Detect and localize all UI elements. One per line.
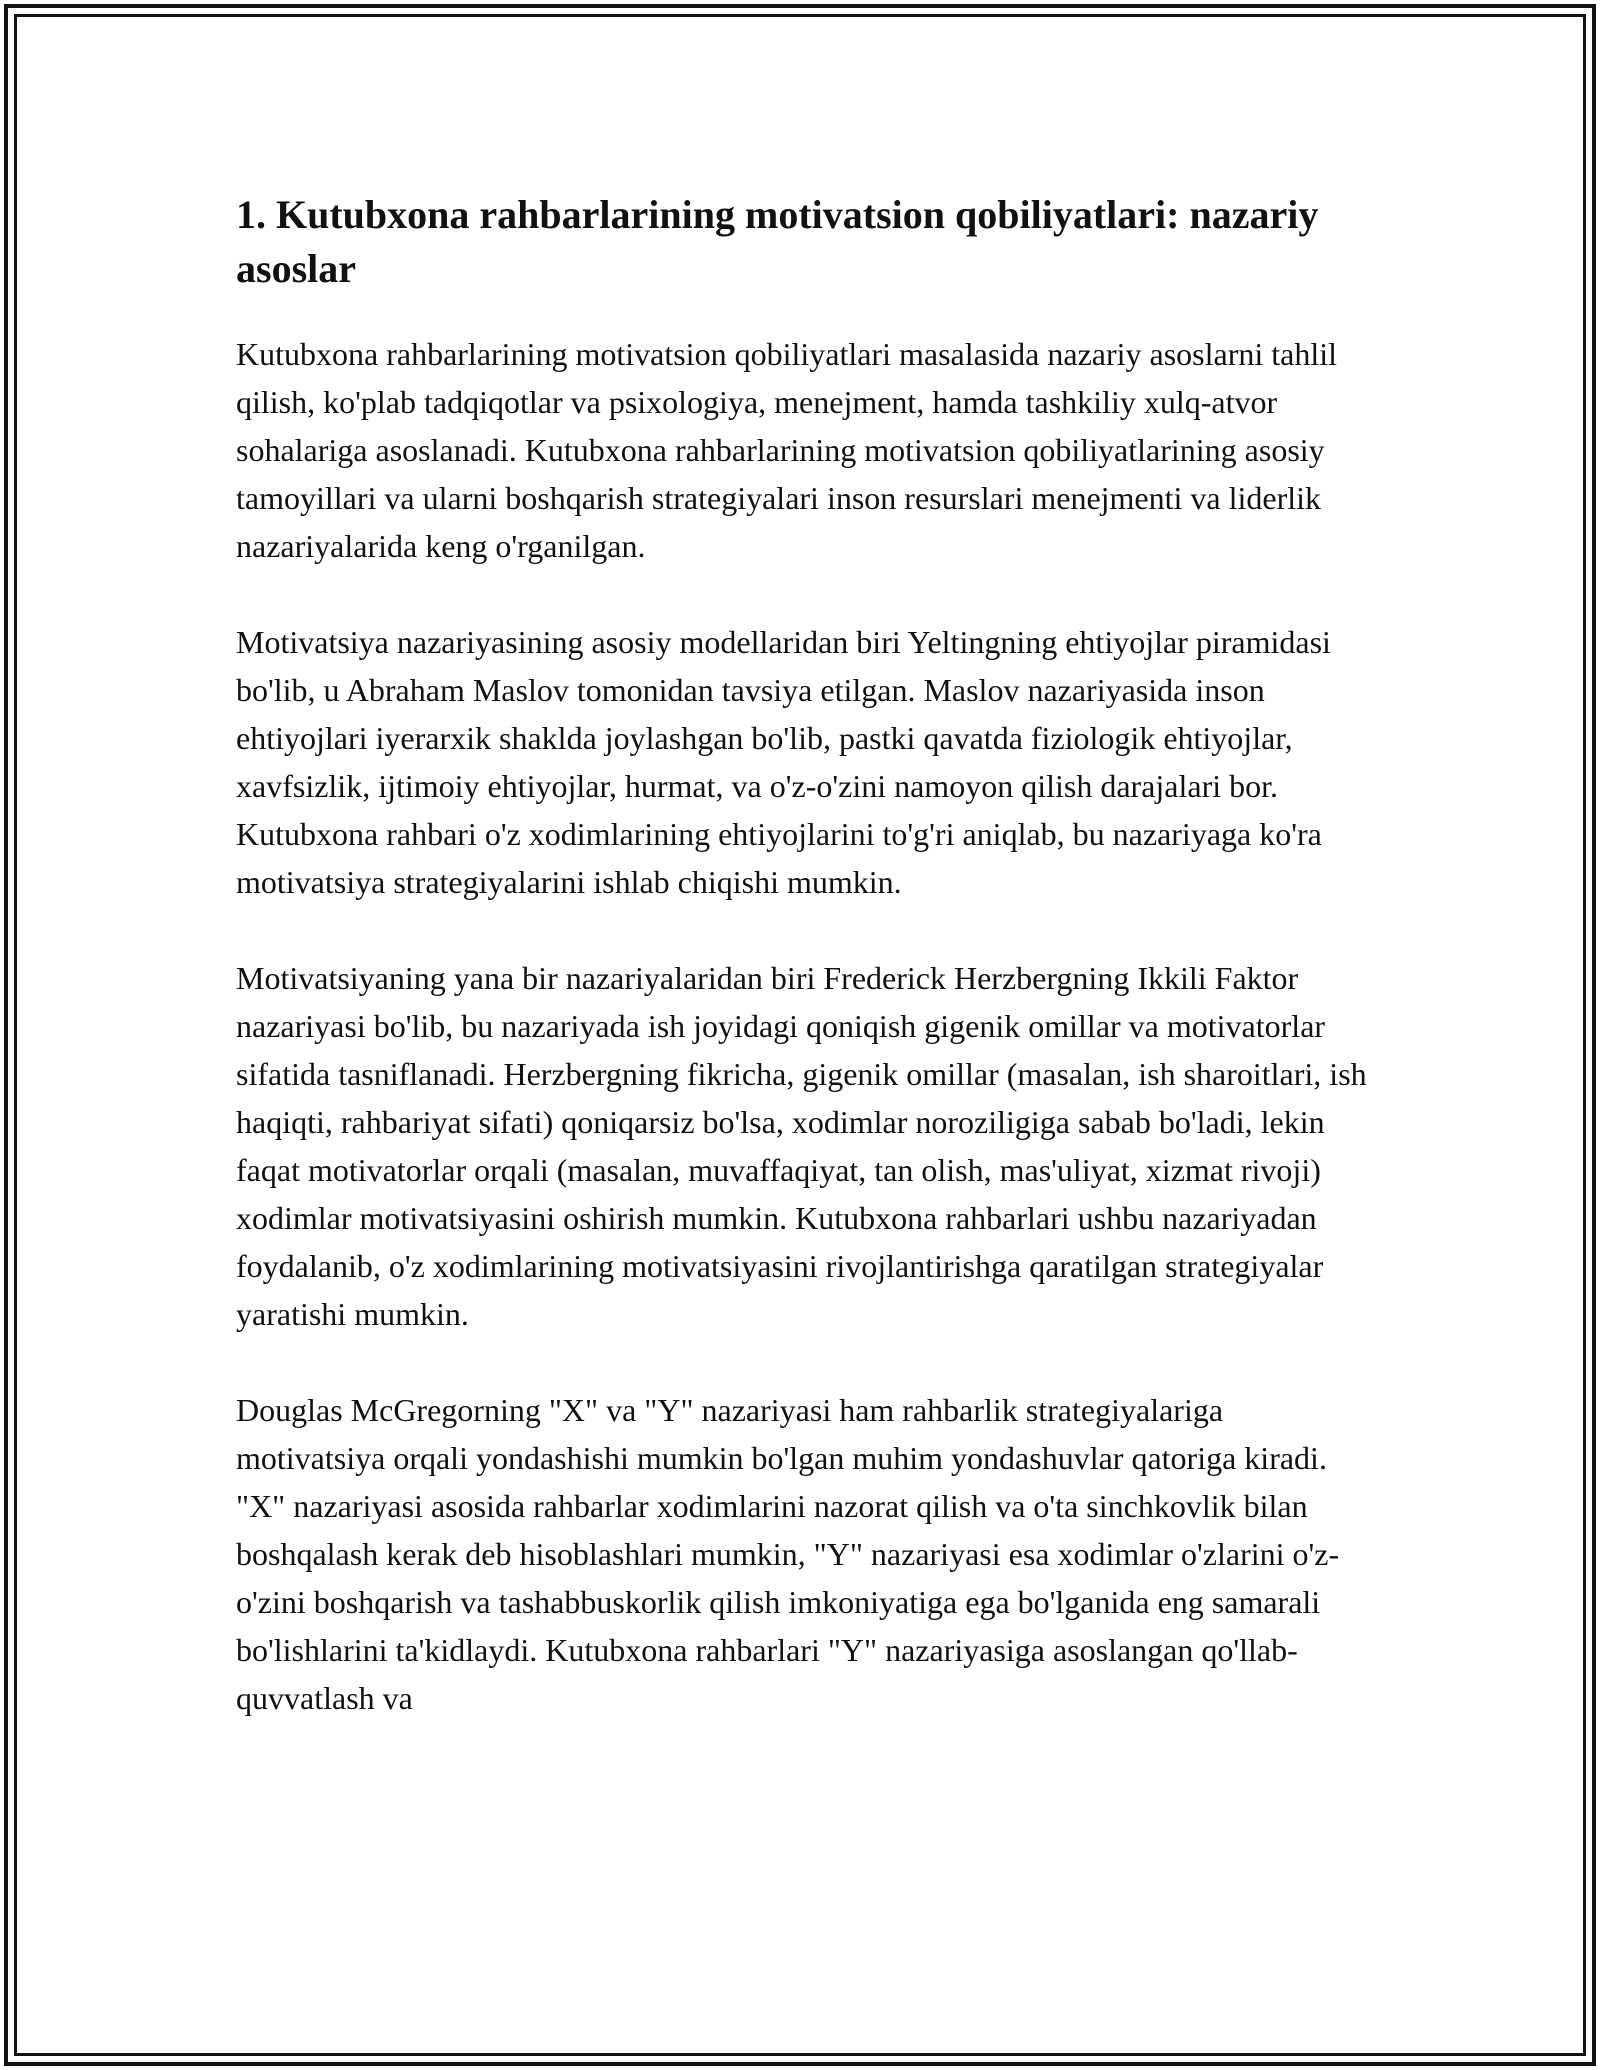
paragraph-intro: Kutubxona rahbarlarining motivatsion qobiliyatlari masalasida nazariy asoslarni tahlil qilish, ko'plab tadqiqotlar va psixologiya, menejment, hamda tashkiliy xulq-atvor sohalariga asoslanadi. Kutubxona rahbarlarining motivatsion qobiliyatlarining asosiy tamoyillari va ularni boshqarish strategiyalari inson resurslari menejmenti va liderlik nazariyalarida keng o'rganilgan. (236, 336, 1338, 564)
document-body (236, 188, 1376, 1722)
paragraph-herzberg: Motivatsiyaning yana bir nazariyalaridan biri Frederick Herzbergning Ikkili Faktor nazariyasi bo'lib, bu nazariyada ish joyidagi qoniqish gigenik omillar va motivatorlar sifatida tasniflanadi. Herzbergning fikricha, gigenik omillar (masalan, ish sharoitlari, ish haqiqti, rahbariyat sifati) qoniqarsiz bo'lsa, xodimlar noroziligiga sabab bo'ladi, lekin faqat motivatorlar orqali (masalan, muvaffaqiyat, tan olish, mas'uliyat, xizmat rivoji) xodimlar motivatsiyasini oshirish mumkin. Kutubxona rahbarlari ushbu nazariyadan foydalanib, o'z xodimlarining motivatsiyasini rivojlantirishga qaratilgan strategiyalar yaratishi mumkin. (236, 960, 1367, 1332)
paragraph-mcgregor: Douglas McGregorning "X" va "Y" nazariyasi ham rahbarlik strategiyalariga motivatsiya orqali yondashishi mumkin bo'lgan muhim yondashuvlar qatoriga kiradi. "X" nazariyasi asosida rahbarlar xodimlarini nazorat qilish va o'ta sinchkovlik bilan boshqalash kerak deb hisoblashlari mumkin, "Y" nazariyasi esa xodimlar o'zlarini o'z-o'zini boshqarish va tashabbuskorlik qilish imkoniyatiga ega bo'lganida eng samarali bo'lishlarini ta'kidlaydi. Kutubxona rahbarlari "Y" nazariyasiga asoslangan qo'llab-quvvatlash va (236, 1392, 1340, 1716)
section-heading: 1. Kutubxona rahbarlarining motivatsion qobiliyatlari: nazariy asoslar (236, 192, 1319, 291)
paragraph-maslow: Motivatsiya nazariyasining asosiy modellaridan biri Yeltingning ehtiyojlar piramidasi bo'lib, u Abraham Maslov tomonidan tavsiya etilgan. Maslov nazariyasida inson ehtiyojlari iyerarxik shaklda joylashgan bo'lib, pastki qavatda fiziologik ehtiyojlar, xavfsizlik, ijtimoiy ehtiyojlar, hurmat, va o'z-o'zini namoyon qilish darajalari bor. Kutubxona rahbari o'z xodimlarining ehtiyojlarini to'g'ri aniqlab, bu nazariyaga ko'ra motivatsiya strategiyalarini ishlab chiqishi mumkin. (236, 624, 1331, 900)
